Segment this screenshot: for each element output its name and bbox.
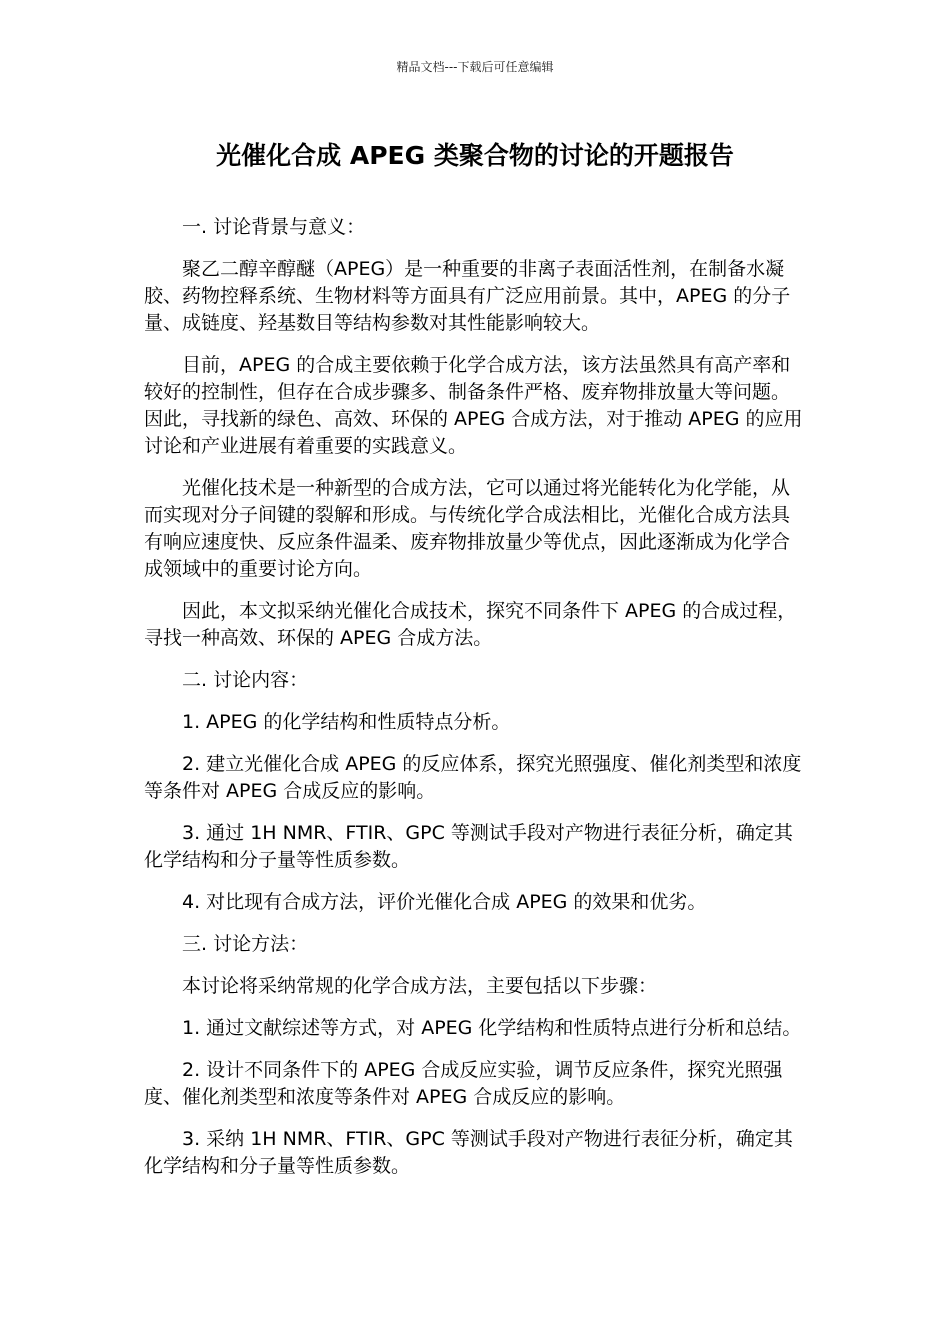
- paragraph-current-methods: 目前，APEG 的合成主要依赖于化学合成方法，该方法虽然具有高产率和较好的控制性，但存在合成步骤多、制备条件严格、废弃物排放量大等问题。因此，寻找新的绿色、高效、环保的 APEG 合成方法，对于推动 APEG 的应用讨论和产业进展有着重要的实践意义。: [144, 354, 803, 457]
- section-heading-background: 一. 讨论背景与意义：: [182, 216, 366, 238]
- paragraph-photocatalysis: 光催化技术是一种新型的合成方法，它可以通过将光能转化为化学能，从而实现对分子间键的裂解和形成。与传统化学合成法相比，光催化合成方法具有响应速度快、反应条件温柔、废弃物排放量少等优点，因此逐渐成为化学合成领域中的重要讨论方向。: [144, 477, 791, 580]
- list-item: 2. 建立光催化合成 APEG 的反应体系，探究光照强度、催化剂类型和浓度等条件对 APEG 合成反应的影响。: [144, 753, 802, 802]
- section-heading-methods: 三. 讨论方法：: [182, 933, 309, 955]
- list-item: 1. 通过文献综述等方式，对 APEG 化学结构和性质特点进行分析和总结。: [182, 1017, 802, 1039]
- section-heading-content: 二. 讨论内容：: [182, 669, 309, 691]
- paragraph-purpose: 因此，本文拟采纳光催化合成技术，探究不同条件下 APEG 的合成过程，寻找一种高效、环保的 APEG 合成方法。: [144, 600, 797, 649]
- list-item: 2. 设计不同条件下的 APEG 合成反应实验，调节反应条件，探究光照强度、催化剂类型和浓度等条件对 APEG 合成反应的影响。: [144, 1059, 783, 1108]
- list-item: 3. 采纳 1H NMR、FTIR、GPC 等测试手段对产物进行表征分析，确定其化学结构和分子量等性质参数。: [144, 1128, 793, 1177]
- paragraph-apeg-intro: 聚乙二醇辛醇醚（APEG）是一种重要的非离子表面活性剂，在制备水凝胶、药物控释系统、生物材料等方面具有广泛应用前景。其中，APEG 的分子量、成链度、羟基数目等结构参数对其性能影响较大。: [144, 258, 791, 334]
- header-note: 精品文档---下载后可任意编辑: [396, 60, 554, 74]
- list-item: 4. 对比现有合成方法，评价光催化合成 APEG 的效果和优劣。: [182, 891, 707, 913]
- list-item: 3. 通过 1H NMR、FTIR、GPC 等测试手段对产物进行表征分析，确定其化学结构和分子量等性质参数。: [144, 822, 793, 871]
- list-item: 1. APEG 的化学结构和性质特点分析。: [182, 711, 511, 733]
- document-title: 光催化合成 APEG 类聚合物的讨论的开题报告: [216, 141, 734, 170]
- paragraph-methods-intro: 本讨论将采纳常规的化学合成方法，主要包括以下步骤：: [182, 975, 658, 997]
- document-body: [144, 214, 808, 1195]
